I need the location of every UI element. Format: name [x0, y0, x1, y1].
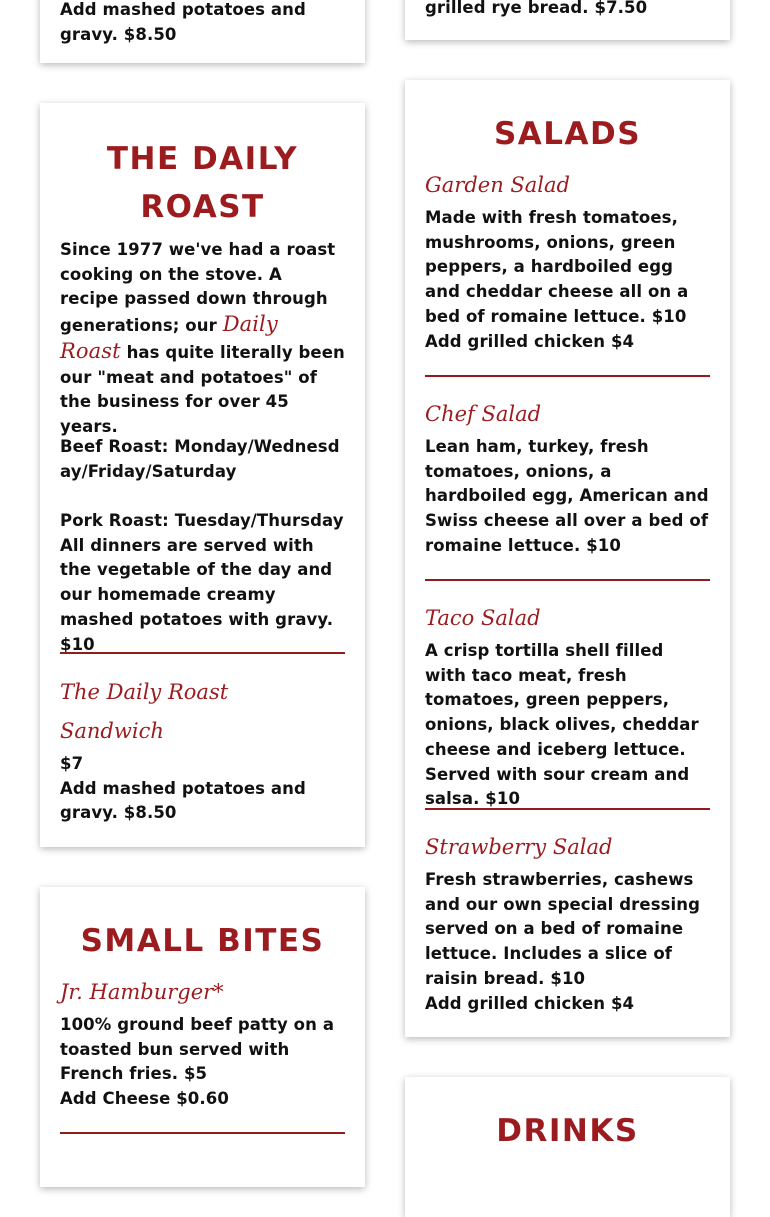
- section-title-salads: SALADS: [493, 116, 642, 152]
- menu-card-previous-left: [40, 0, 365, 63]
- item-addon: Add Cheese $0.60: [60, 1089, 229, 1109]
- schedule-pork: Pork Roast: Tuesday/Thursday: [60, 511, 344, 530]
- item-addon: Add grilled chicken $4: [425, 331, 635, 351]
- item-title-daily-roast-sandwich: The Daily Roast Sandwich: [60, 680, 229, 743]
- section-title-daily-roast: [60, 135, 345, 231]
- title-line-1: THE DAILY: [106, 141, 299, 177]
- item-description: 100% ground beef patty on a toasted bun served with French fries. $5: [60, 1015, 335, 1084]
- sandwich-price: $7: [60, 754, 84, 773]
- intro-text: Since 1977 we've had a roast cooking on the stove. A recipe passed down through generations; our: [60, 240, 336, 336]
- divider: [425, 375, 710, 377]
- divider: [425, 579, 710, 581]
- section-title-drinks: DRINKS: [496, 1113, 639, 1149]
- intro-rest: has quite literally been our "meat and potatoes" of the business for over 45 years.: [60, 342, 345, 436]
- intro-highlight: Daily Roast: [60, 312, 278, 363]
- title-line-2: ROAST: [140, 189, 265, 225]
- item-addon: Add grilled chicken $4: [425, 993, 635, 1013]
- menu-card-small-bites: [40, 887, 365, 1187]
- menu-card-drinks: [405, 1077, 730, 1217]
- daily-roast-intro: [60, 238, 345, 440]
- menu-card-daily-roast: [40, 103, 365, 847]
- sandwich-addon: Add mashed potatoes and gravy. $8.50: [60, 778, 306, 823]
- divider: [425, 808, 710, 810]
- item-addon-line2: gravy. $8.50: [60, 24, 177, 44]
- section-title-small-bites: SMALL BITES: [80, 923, 325, 959]
- menu-card-previous-right: [405, 0, 730, 40]
- item-title-garden-salad: Garden Salad: [425, 173, 570, 197]
- item-description: Lean ham, turkey, fresh tomatoes, onions, a hardboiled egg, American and Swiss cheese all over a bed of romaine lettuce. $10: [425, 437, 709, 555]
- schedule-beef: Beef Roast: Monday/Wednesday/Friday/Saturday: [60, 437, 340, 481]
- divider: [60, 1132, 345, 1134]
- item-description: Made with fresh tomatoes, mushrooms, onions, green peppers, a hardboiled egg and cheddar cheese all on a bed of romaine lettuce. $10: [425, 208, 689, 326]
- divider: [60, 652, 345, 654]
- item-title-strawberry-salad: Strawberry Salad: [425, 835, 613, 859]
- item-title-chef-salad: Chef Salad: [425, 402, 542, 426]
- item-title-taco-salad: Taco Salad: [425, 606, 541, 630]
- schedule-note: All dinners are served with the vegetable of the day and our homemade creamy mashed potatoes with gravy. $10: [60, 535, 334, 654]
- item-description: A crisp tortilla shell filled with taco meat, fresh tomatoes, green peppers, onions, black olives, cheddar cheese and iceberg lettuce. Served with sour cream and salsa. $10: [425, 641, 699, 809]
- item-description-tail: grilled rye bread. $7.50: [425, 0, 648, 17]
- item-title-jr-hamburger: Jr. Hamburger*: [60, 980, 224, 1004]
- menu-card-salads: [405, 80, 730, 1037]
- item-addon-line1: Add mashed potatoes and: [60, 0, 306, 19]
- item-description: Fresh strawberries, cashews and our own special dressing served on a bed of romaine lettuce. Includes a slice of raisin bread. $10: [425, 870, 701, 988]
